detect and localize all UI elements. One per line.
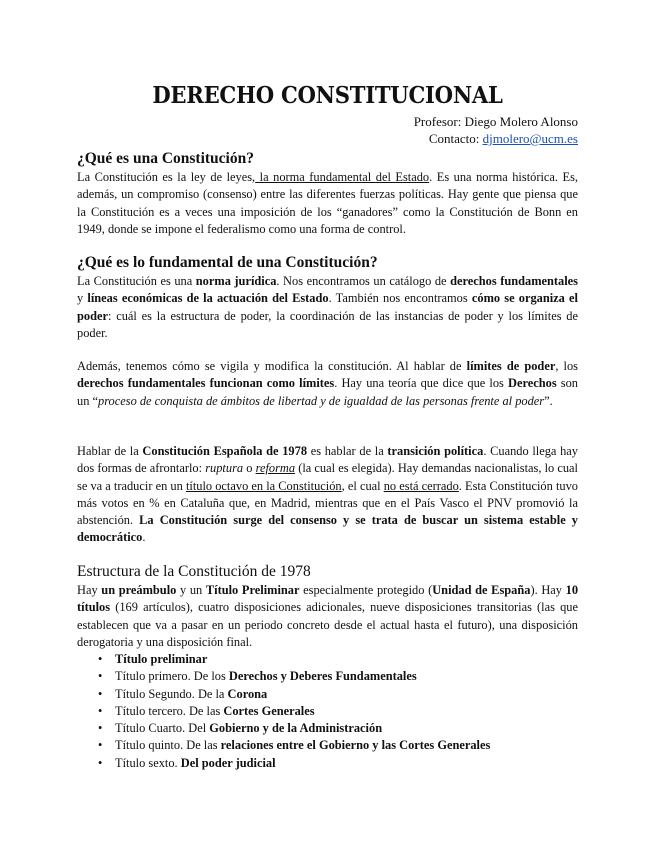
- text-run: es hablar de la: [307, 444, 388, 458]
- text-run: La Constitución es una: [77, 274, 196, 288]
- text-run: ). Hay: [530, 583, 566, 597]
- text-run: . Nos encontramos un catálogo de: [276, 274, 451, 288]
- bold-text: límites de poder: [466, 359, 556, 373]
- document-title: DERECHO CONSTITUCIONAL: [152, 82, 503, 109]
- bold-text: derechos fundamentales funcionan como límites: [77, 376, 335, 391]
- section1-paragraph: [77, 169, 578, 238]
- text-run: . Hay una teoría que dice que los: [334, 376, 509, 391]
- section2-paragraph-3: [77, 443, 578, 547]
- bold-text: Constitución Española de 1978: [142, 444, 308, 458]
- contact-line: [429, 130, 578, 147]
- bold-text: derechos fundamentales: [450, 274, 578, 288]
- bold-text: Unidad de España: [432, 583, 531, 597]
- item-prefix: Título sexto.: [115, 755, 181, 770]
- list-item: [77, 703, 578, 720]
- underlined-text: título octavo en la Constitución: [185, 478, 342, 493]
- bold-text: norma jurídica: [195, 274, 277, 288]
- list-item: [77, 737, 578, 754]
- item-prefix: Título quinto. De las: [115, 738, 221, 753]
- text-run: Hay: [77, 583, 102, 597]
- italic-quote: proceso de conquista de ámbitos de libertad y de igualdad de las personas frente al poder: [98, 393, 545, 408]
- item-prefix: Título Cuarto. Del: [115, 721, 210, 736]
- list-item: [77, 668, 578, 685]
- text-run: . Es una norma histórica. Es, además, un compromiso (consenso) entre las diferentes fuerzas políticas. Hay gente que piensa que la Constitución es a veces una imposición de los “ganadores” como la Constitución de Bonn en 1949, donde se impone el federalismo como una forma de control.: [77, 170, 579, 236]
- item-prefix: Título tercero. De las: [115, 703, 224, 718]
- list-item: [77, 651, 578, 668]
- bold-text: cómo se organiza el poder: [77, 291, 578, 323]
- text-run: . Cuando llega hay dos formas de afrontarlo:: [77, 444, 579, 476]
- list-item: [77, 720, 578, 737]
- underlined-text: no está cerrado: [383, 478, 459, 493]
- contact-email-link[interactable]: djmolero@ucm.es: [482, 131, 578, 146]
- text-run: . Esta Constitución tuvo más votos en % en Cataluña que, en Madrid, mientras que en el País Vasco el PNV promovió la abstención.: [77, 478, 578, 528]
- professor-line: Profesor: Diego Molero Alonso: [413, 114, 578, 129]
- text-run: , los: [555, 359, 578, 373]
- section-heading-estructura: Estructura de la Constitución de 1978: [77, 563, 311, 580]
- text-run: y un: [176, 583, 206, 597]
- text-run: son un “: [77, 376, 579, 408]
- text-run: . También nos encontramos: [328, 291, 472, 306]
- bold-text: líneas económicas de la actuación del Estado: [87, 291, 329, 306]
- bold-text: La Constitución surge del consenso y se trata de buscar un sistema estable y democrático: [77, 513, 578, 545]
- section-heading-que-es: ¿Qué es una Constitución?: [77, 150, 254, 167]
- list-item: [77, 686, 578, 703]
- item-prefix: Título primero. De los: [115, 669, 229, 684]
- contact-label: Contacto:: [428, 131, 483, 146]
- text-run: (169 artículos), cuatro disposiciones adicionales, nueve disposiciones transitorias (las que establecen que va a pasar en un periodo concreto desde el actual hasta el futuro), una disposición derogatoria y una disposición final.: [77, 600, 578, 649]
- bold-text: Título Preliminar: [205, 583, 300, 597]
- bold-text: Derechos: [508, 376, 557, 391]
- item-bold: Cortes Generales: [223, 703, 315, 718]
- bold-text: transición política: [387, 444, 484, 458]
- text-run: : cuál es la estructura de poder, la coordinación de las instancias de poder y los límites de poder.: [77, 308, 578, 340]
- item-bold: relaciones entre el Gobierno y las Cortes Generales: [220, 738, 491, 753]
- item-prefix: Título Segundo. De la: [115, 686, 228, 701]
- list-item: [77, 755, 578, 772]
- text-run: Hablar de la: [77, 444, 143, 458]
- text-run: .: [142, 530, 146, 545]
- italic-underlined-text: reforma: [255, 461, 296, 476]
- text-run: y: [77, 291, 88, 306]
- text-run: (la cual es elegida). Hay demandas nacionalistas, lo cual se va a traducir en un: [77, 461, 579, 493]
- bold-text: 10 títulos: [77, 583, 579, 615]
- section2-paragraph-2: [77, 358, 578, 410]
- underlined-text: la norma fundamental del Estado: [255, 170, 430, 184]
- item-bold: Del poder judicial: [180, 755, 276, 770]
- text-run: especialmente protegido (: [299, 583, 433, 597]
- text-run: Además, tenemos cómo se vigila y modifica la constitución. Al hablar de: [77, 359, 467, 373]
- item-bold: Corona: [227, 686, 268, 701]
- text-run: o: [243, 461, 256, 476]
- item-bold: Título preliminar: [115, 652, 208, 666]
- text-run: ”.: [544, 393, 553, 408]
- text-run: La Constitución es la ley de leyes,: [77, 170, 256, 184]
- italic-text: ruptura: [205, 461, 244, 476]
- bold-text: un preámbulo: [101, 583, 177, 597]
- item-bold: Gobierno y de la Administración: [209, 721, 383, 736]
- section2-paragraph-1: [77, 273, 578, 342]
- section-heading-fundamental: ¿Qué es lo fundamental de una Constitución?: [77, 254, 378, 271]
- item-bold: Derechos y Deberes Fundamentales: [228, 669, 417, 684]
- text-run: , el cual: [341, 478, 384, 493]
- titles-list: [77, 651, 578, 772]
- section3-paragraph: [77, 582, 578, 651]
